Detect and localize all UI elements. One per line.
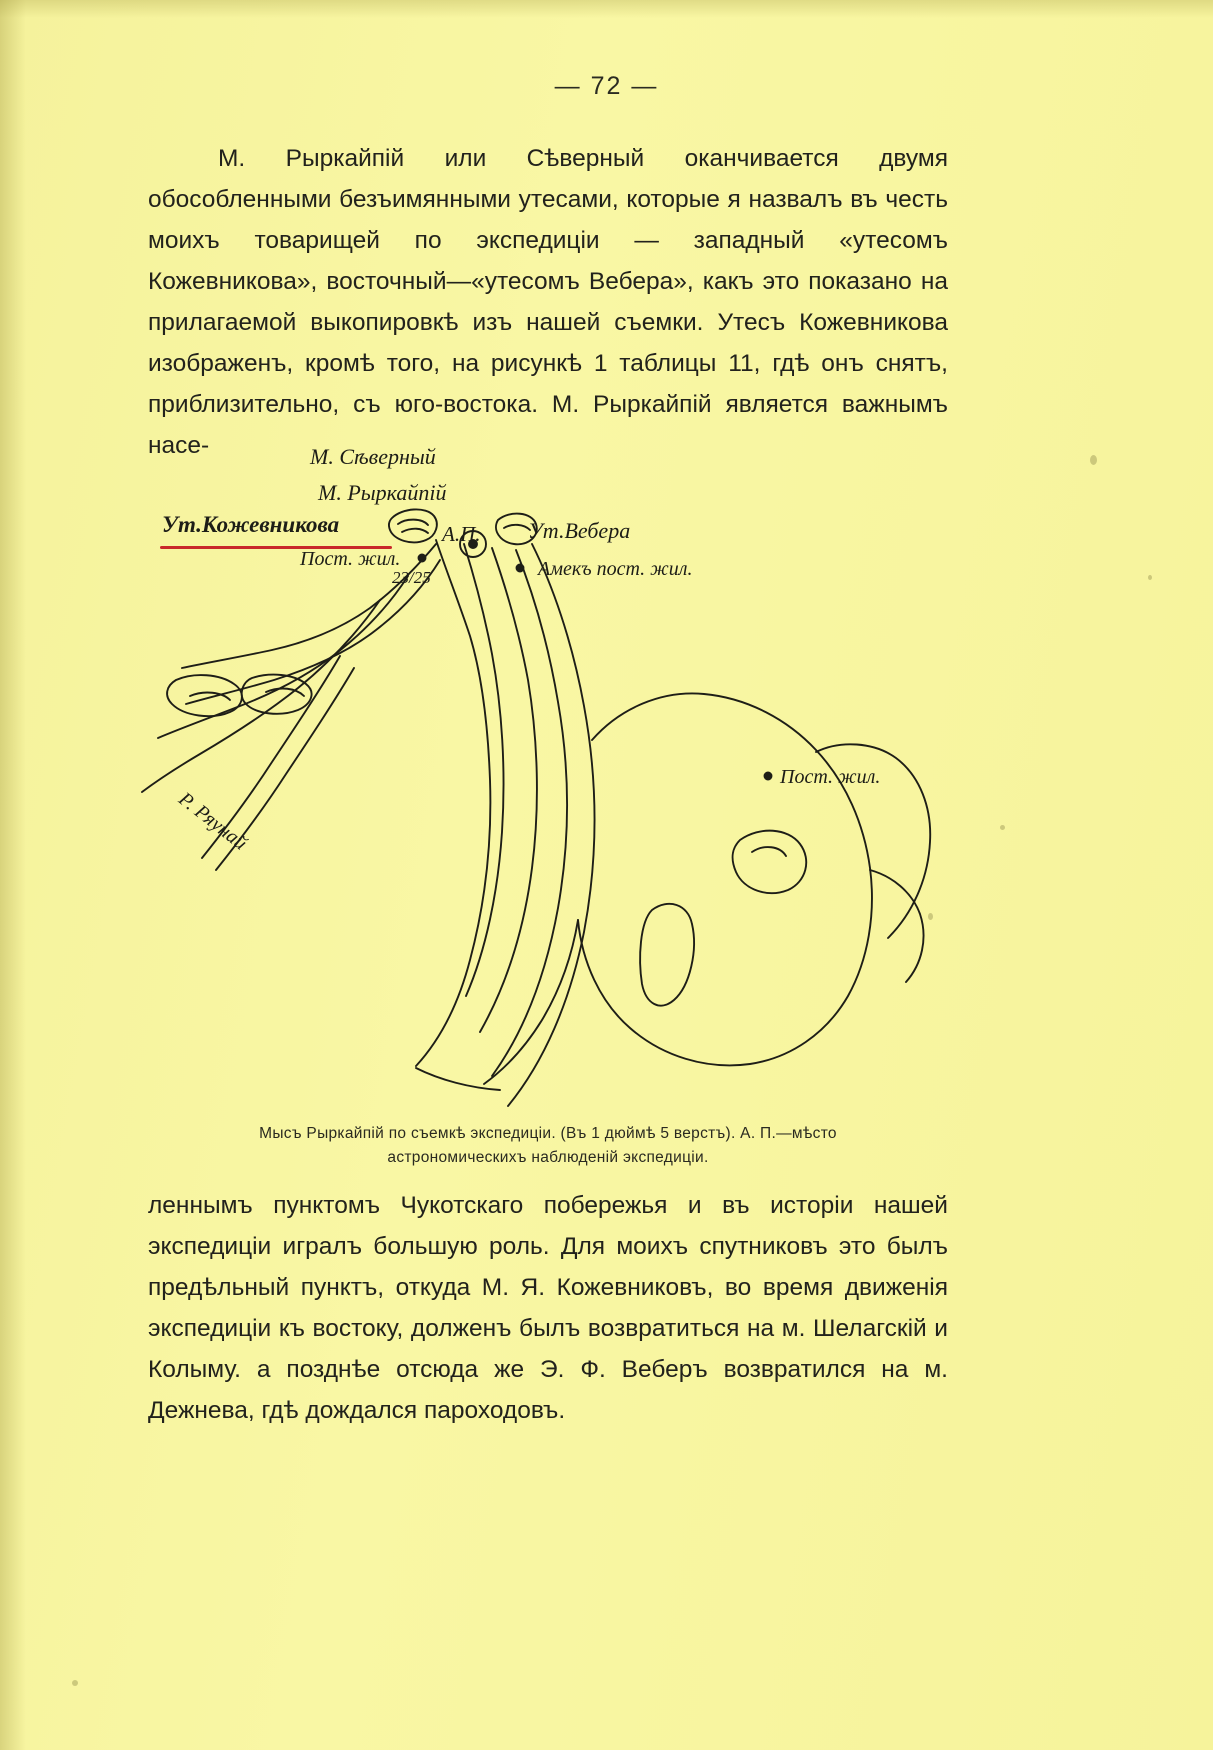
paper-speck	[1090, 455, 1097, 465]
paper-speck	[72, 1680, 78, 1686]
page-edge-shadow-left	[0, 0, 26, 1750]
map-figure	[140, 440, 960, 1140]
map-label-utes-kozhevnikova: Ут.Кожевникова	[162, 512, 340, 537]
paper-speck	[1000, 825, 1005, 830]
body-text-top	[148, 138, 948, 466]
map-label-post-zhil-east: Пост. жил.	[780, 766, 881, 788]
page-edge-shadow-top	[0, 0, 1213, 18]
map-label-river-ryaunay: Р. Ряунай	[174, 788, 252, 855]
figure-caption	[148, 1122, 948, 1170]
map-label-utes-vebera: Ут.Вебера	[528, 518, 631, 543]
figure-caption-line-1: Мысъ Рыркайпій по съемкѣ экспедиціи. (Въ 1 дюймѣ 5 верстъ). А. П.—мѣсто	[259, 1125, 837, 1142]
map-drawing	[140, 440, 960, 1140]
paragraph-bottom: леннымъ пунктомъ Чукотскаго побережья и въ исторіи нашей экспедиціи игралъ большую роль. Для моихъ спутниковъ это былъ предѣльный пунктъ, откуда М. Я. Кожевниковъ, во время движенія экспедиціи къ востоку, долженъ былъ возвратиться на м. Шелагскій и Колыму. а позднѣе отсюда же Э. Ф. Веберъ возвратился на м. Дежнева, гдѣ дождался пароходовъ.	[148, 1192, 948, 1424]
map-label-cape-severny: М. Сѣверный	[310, 444, 436, 469]
map-label-cape-ryrkaypiy: М. Рыркайпій	[318, 480, 447, 505]
paper-speck	[1148, 575, 1152, 580]
figure-caption-line-2: астрономическихъ наблюденій экспедиціи.	[387, 1149, 709, 1166]
page-number: — 72 —	[554, 72, 659, 100]
map-label-post-date: 23/25	[392, 568, 431, 587]
paper-speck	[928, 913, 933, 920]
body-text-bottom	[148, 1185, 948, 1431]
map-label-point-ap: А.П.	[442, 522, 481, 546]
map-label-amek-post-zhil: Амекъ пост. жил.	[538, 558, 693, 580]
map-label-post-zhil-west: Пост. жил.	[300, 548, 401, 570]
paragraph-top: М. Рыркайпій или Сѣверный оканчивается двумя обособленными безъимянными утесами, которые я назвалъ въ честь моихъ товарищей по экспедиціи — западный «утесомъ Кожевникова», восточный—«утесомъ Вебера», какъ это показано на прилагаемой выкопировкѣ изъ нашей съемки. Утесъ Кожевникова изображенъ, кромѣ того, на рисункѣ 1 таблицы 11, гдѣ онъ снятъ, приблизительно, съ юго-востока. М. Рыркайпій является важнымъ насе-	[148, 145, 948, 459]
